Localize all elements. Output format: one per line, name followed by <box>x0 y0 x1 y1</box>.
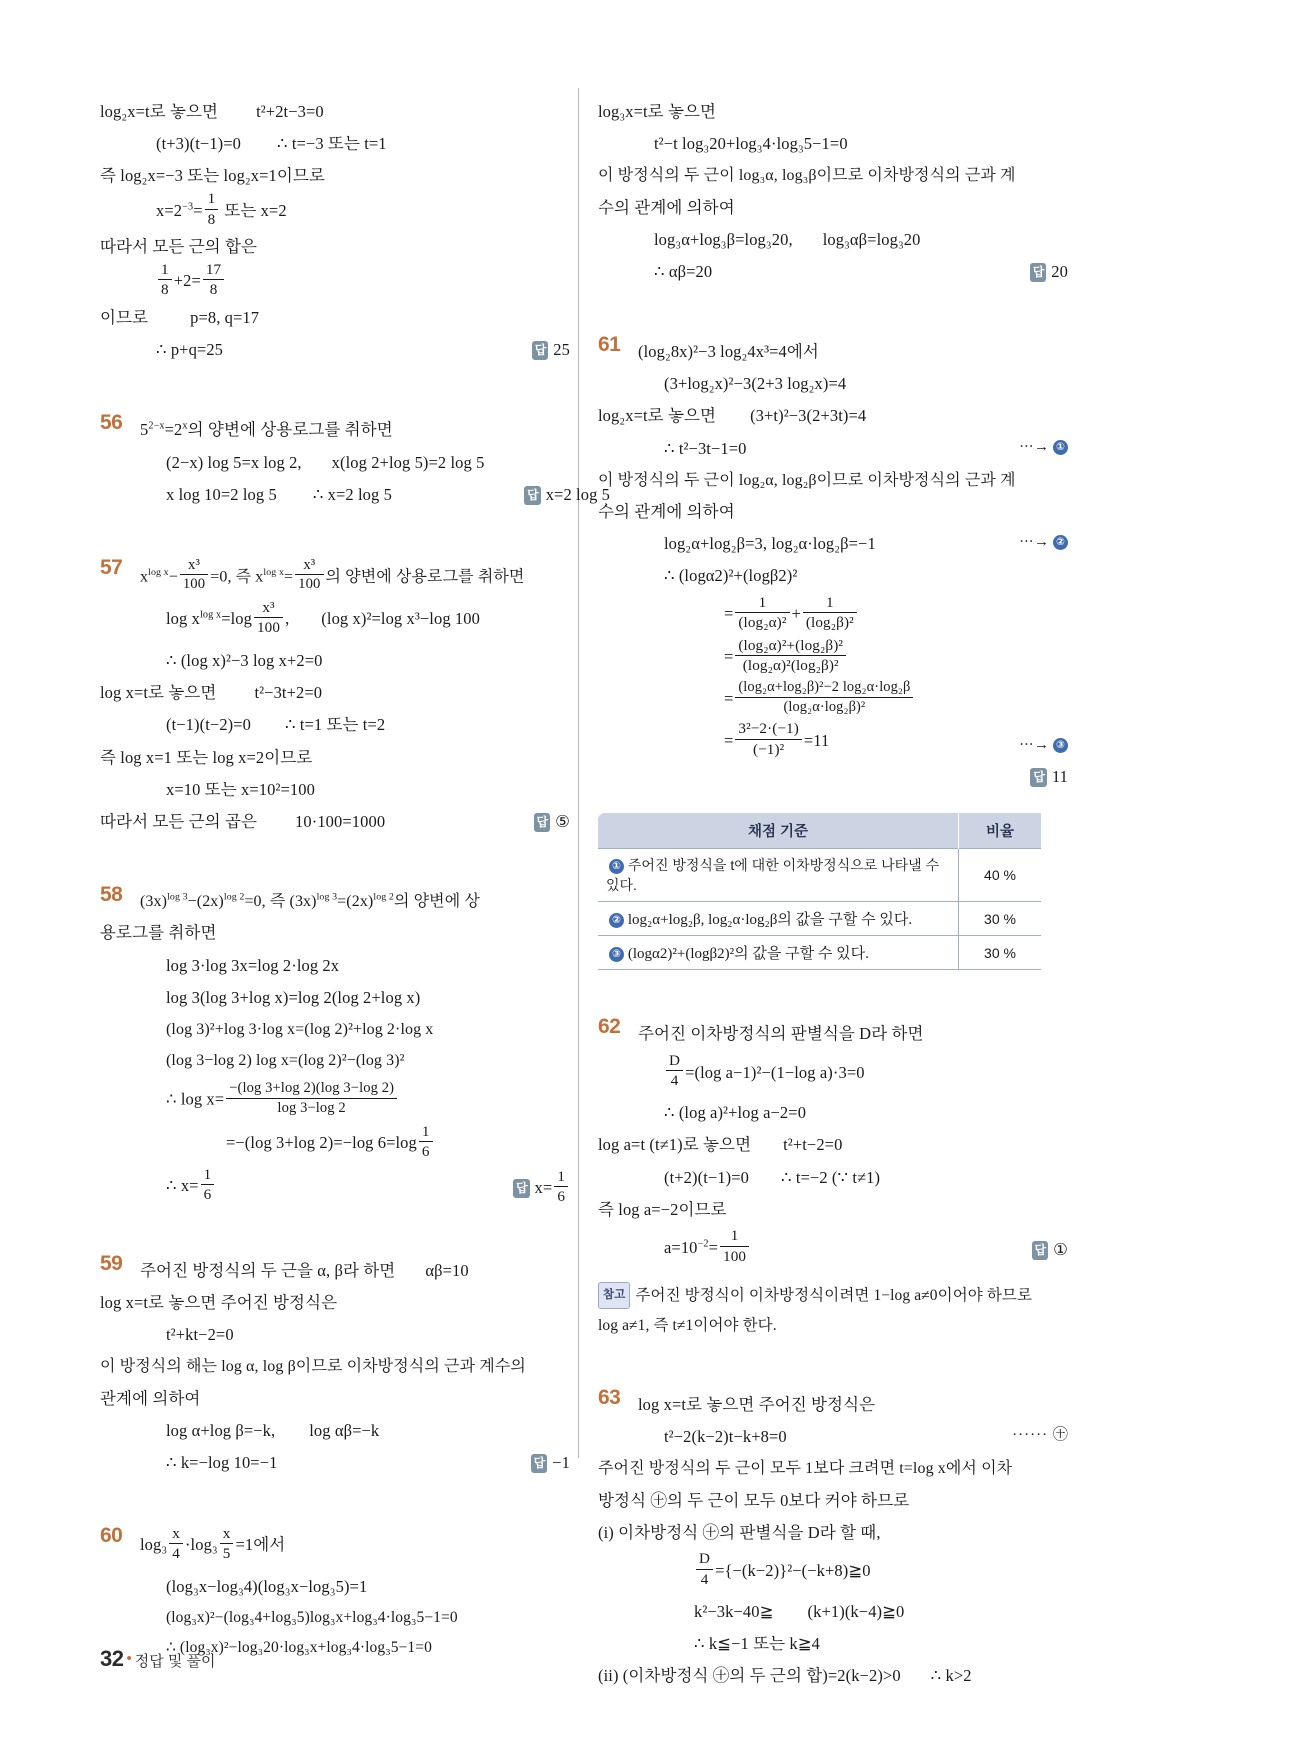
table-row <box>598 936 1041 970</box>
fraction: $\frac{\text{x³}}{100}$ <box>180 557 208 595</box>
p62-line5a: (t+2)(t−1)=0 <box>664 1167 750 1187</box>
fraction: $\frac{\text{x³}}{100}$ <box>254 599 283 638</box>
circled-number: ② <box>609 913 624 928</box>
step-marker-2: ∙∙∙→ ② <box>1020 528 1068 557</box>
p61-line3b: (3+t)²−3(2+3t)=4 <box>750 406 867 426</box>
circled-number: ③ <box>1053 738 1068 753</box>
p57-line7: x=10 또는 x=10²=100 <box>166 779 315 799</box>
header-criteria: 채점 기준 <box>598 813 959 849</box>
p63-line9b: ∴ k>2 <box>930 1665 972 1685</box>
p60c-line1: log₃x=t로 놓으면 <box>598 102 717 121</box>
p58-line1: $(3x)^{log 3}-(2x)^{log 2}=0$, 즉 $(3x)^{log 3}=(2x)^{log 2}$의 양변에 상 <box>140 891 480 911</box>
p55-line2b: ∴ t=−3 또는 t=1 <box>277 134 387 154</box>
p57-line5b: ∴ t=1 또는 t=2 <box>285 715 386 735</box>
fraction: $\frac{x}{4}$ <box>169 1525 183 1564</box>
p58-line6: (log 3−log 2) log x=(log 2)²−(log 3)² <box>166 1052 405 1070</box>
p55-line6: $\frac{1}{8}$ +2= $\frac{17}{8}$ <box>100 263 570 302</box>
circled-number: ① <box>1053 440 1068 455</box>
p58-line4: log 3(log 3+log x)=log 2(log 2+log x) <box>166 987 421 1007</box>
scoring-criteria-table <box>598 813 1041 970</box>
problem-63 <box>598 1385 1068 1692</box>
circled-letter: ㊉ <box>1052 1427 1068 1444</box>
fraction: $\frac{1}{6}$ <box>554 1168 568 1207</box>
p62-line4a: log a=t (t≠1)로 놓으면 <box>598 1135 752 1155</box>
fraction: $\frac{D}{4}$ <box>666 1052 683 1091</box>
p61-line11: = $\frac{\text{(log₂α+log₂β)²−2 log₂α·log₂β}}{\text{(log₂α·log₂β)²}}$ <box>638 682 1068 719</box>
step-marker-1: ∙∙∙→ ① <box>1020 433 1068 462</box>
p55-line7: 이므로 <box>100 308 149 328</box>
fraction: $\frac{\text{x³}}{100}$ <box>295 557 323 595</box>
p57-line6: 즉 log x=1 또는 log x=2이므로 <box>100 747 313 767</box>
p56-line2b: x(log 2+log 5)=2 log 5 <box>331 452 485 472</box>
p62-line2: $\frac{D}{4}$ =(log a−1)²−(1−log a)·3=0 <box>638 1055 1068 1094</box>
p55-line8: ∴ p+q=25 <box>156 340 224 360</box>
p61-line1: (log₂8x)²−3 log₂4x³=4에서 <box>638 342 819 362</box>
p58-line2: 용로그를 취하면 <box>100 923 217 943</box>
p57-line1: $x^{log x}-$ $\frac{\text{x³}}{100}$ =0, 즉 $x^{log x}=$ $\frac{\text{x³}}{100}$ 의 양변에 상용로그를 취하면 <box>140 556 525 593</box>
step-marker-circ-a: ······ ㊉ <box>1012 1427 1068 1444</box>
p57-line2: $\log x^{log x}=\log$ $\frac{\text{x³}}{100}$ , (log x)²=log x³−log 100 <box>166 599 480 637</box>
p60-line1: log₃ $\frac{x}{4}$ ·log₃ $\frac{x}{5}$ =1에서 <box>140 1524 286 1563</box>
problem-60 <box>100 1524 570 1663</box>
p61-line2: (3+log₂x)²−3(2+3 log₂x)=4 <box>664 374 847 394</box>
p55-line1: log₂x=t로 놓으면 <box>100 102 219 121</box>
p63-line5: (i) 이차방정식 ㊉의 판별식을 D라 할 때, <box>598 1522 881 1542</box>
problem-61 <box>598 333 1068 787</box>
p59-line6a: log α+log β=−k, <box>166 1420 276 1440</box>
p57-line4b: t²−3t+2=0 <box>254 683 323 703</box>
fraction: $\frac{x}{5}$ <box>220 1525 234 1564</box>
note-box-62 <box>598 1281 1068 1341</box>
p59-line7: ∴ k=−log 10=−1 <box>166 1452 278 1472</box>
fraction: $\frac{\text{(log₂α)²+(log₂β)²}}{\text{(log₂α)²(log₂β)²}}$ <box>735 637 846 676</box>
problem-56 <box>100 411 610 511</box>
criteria-cell: ③ (logα2)²+(logβ2)²의 값을 구할 수 있다. <box>598 936 959 970</box>
footer-dot-icon: • <box>126 1650 132 1667</box>
p59-line6b: log αβ=−k <box>309 1420 380 1440</box>
answer-56: 답 x=2 log 5 <box>524 479 610 511</box>
p55-exp: −3 <box>182 201 194 213</box>
answer-62: 답 ① <box>1032 1234 1069 1266</box>
fraction: $\frac{17}{8}$ <box>203 261 224 300</box>
p63-line4: 방정식 ㊉의 두 근이 모두 0보다 커야 하므로 <box>598 1490 910 1510</box>
table-row <box>598 849 1041 902</box>
step-marker-3: ∙∙∙→ ③ <box>1020 731 1068 760</box>
p63-line7b: (k+1)(k−4)≧0 <box>807 1601 905 1621</box>
p63-line8: ∴ k≦−1 또는 k≧4 <box>694 1633 821 1653</box>
p59-line2: log x=t로 놓으면 주어진 방정식은 <box>100 1293 338 1312</box>
p61-line4: ∴ t²−3t−1=0 <box>664 438 747 458</box>
problem-62 <box>598 1015 1068 1341</box>
p61-line5: 이 방정식의 두 근이 log₂α, log₂β이므로 이차방정식의 근과 계 <box>598 471 1016 489</box>
answer-badge-icon: 답 <box>1032 1241 1049 1260</box>
answer-58: 답 x= $\frac{1}{6}$ <box>513 1170 570 1209</box>
fraction: $\frac{1}{100}$ <box>720 1227 749 1266</box>
answer-badge-icon: 답 <box>534 813 551 832</box>
answer-badge-icon: 답 <box>532 341 549 360</box>
page-footer <box>100 1646 216 1672</box>
problem-57 <box>100 555 570 838</box>
p61-line7: log₂α+log₂β=3, log₂α·log₂β=−1 <box>664 534 876 554</box>
answer-badge-icon: 답 <box>1030 263 1047 282</box>
p58-line5: (log 3)²+log 3·log x=(log 2)²+log 2·log x <box>166 1020 434 1038</box>
p61-line8: ∴ (logα2)²+(logβ2)² <box>664 566 798 586</box>
p62-line1: 주어진 이차방정식의 판별식을 D라 하면 <box>638 1024 924 1044</box>
fraction: $\frac{1}{\text{(log₂α)²}}$ <box>735 594 789 633</box>
fraction: $\frac{1}{\text{(log₂β)²}}$ <box>803 594 857 633</box>
p59-line3: t²+kt−2=0 <box>166 1325 234 1345</box>
table-header-row <box>598 813 1041 849</box>
p62-line4b: t²+t−2=0 <box>783 1135 843 1155</box>
fraction: $\frac{\text{(log₂α+log₂β)²−2 log₂α·log₂β}}{\text{(log₂α·log₂β)²}}$ <box>735 679 913 716</box>
p60c-line3: 이 방정식의 두 근이 log₃α, log₃β이므로 이차방정식의 근과 계 <box>598 167 1016 185</box>
p63-line7a: k²−3k−40≧ <box>694 1601 774 1621</box>
p63-line2: t²−2(k−2)t−k+8=0 <box>664 1427 787 1447</box>
p63-line1: log x=t로 놓으면 주어진 방정식은 <box>638 1394 876 1414</box>
problem-number-56: 56 <box>100 411 123 435</box>
p61-line9: = $\frac{1}{\text{(log₂α)²}}$ + $\frac{1}{\text{(log₂β)²}}$ <box>638 596 1068 635</box>
p56-line3a: x log 10=2 log 5 <box>166 484 277 504</box>
p58-line3: log 3·log 3x=log 2·log 2x <box>166 955 340 975</box>
problem-58 <box>100 883 570 1207</box>
header-ratio: 비율 <box>959 813 1042 849</box>
p58-line7: ∴ log x= $\frac{-(\log 3+\log 2)(\log 3-\log 2)}{\log 3-\log 2}$ <box>140 1082 570 1119</box>
p58-line9: ∴ x= $\frac{1}{6}$ 답 x= $\frac{1}{6}$ <box>140 1168 570 1207</box>
p57-line8b: 10·100=1000 <box>295 812 386 831</box>
p56-line3b: ∴ x=2 log 5 <box>312 484 392 504</box>
p55-line4: $x=2^{-3}=$ $\frac{1}{8}$ 또는 x=2 <box>156 190 287 228</box>
fraction: $\frac{1}{8}$ <box>158 261 172 300</box>
p57-line4a: log x=t로 놓으면 <box>100 683 217 703</box>
answer-55: 답 25 <box>532 334 570 366</box>
answer-badge-icon: 답 <box>524 486 541 505</box>
p59-line4: 이 방정식의 해는 log α, log β이므로 이차방정식의 근과 계수의 <box>100 1358 526 1376</box>
p56-line2a: (2−x) log 5=x log 2, <box>166 452 302 472</box>
p62-line7: $a=10^{-2}=$ $\frac{1}{100}$ 답 ① <box>664 1227 1068 1265</box>
p57-line3: ∴ (log x)²−3 log x+2=0 <box>166 651 323 671</box>
p60c-line2: t²−t log₃20+log₃4·log₃5−1=0 <box>654 134 848 154</box>
fraction: $\frac{1}{6}$ <box>201 1166 215 1205</box>
right-column <box>598 96 1068 1692</box>
answer-59: 답 −1 <box>531 1447 570 1479</box>
p55-line1b: t²+2t−3=0 <box>256 102 324 121</box>
p55-line2: (t+3)(t−1)=0 <box>156 134 242 154</box>
ratio-cell: 30 % <box>959 902 1042 936</box>
problem-number-57: 57 <box>100 555 123 579</box>
circled-number: ② <box>1053 535 1068 550</box>
ratio-cell: 30 % <box>959 936 1042 970</box>
problem-number-60: 60 <box>100 1524 123 1548</box>
problem-number-61: 61 <box>598 333 621 357</box>
problem-number-62: 62 <box>598 1015 621 1039</box>
p55-line5: 따라서 모든 근의 합은 <box>100 237 258 257</box>
circled-number: ③ <box>609 947 624 962</box>
p60c-line5b: log₃αβ=log₃20 <box>822 229 921 249</box>
p57-line5a: (t−1)(t−2)=0 <box>166 715 252 735</box>
criteria-cell: ② log₂α+log₂β, log₂α·log₂β의 값을 구할 수 있다. <box>598 902 959 936</box>
p61-line3a: log₂x=t로 놓으면 <box>598 406 717 426</box>
p62-line5b: ∴ t=−2 (∵ t≠1) <box>781 1167 881 1187</box>
fraction: $\frac{-(\log 3+\log 2)(\log 3-\log 2)}{\log 3-\log 2}$ <box>226 1080 397 1117</box>
p57-line8a: 따라서 모든 근의 곱은 <box>100 812 258 831</box>
column-divider <box>578 88 579 1458</box>
problem-number-63: 63 <box>598 1385 621 1409</box>
problem-number-58: 58 <box>100 883 123 907</box>
p63-line6: $\frac{D}{4}$ ={−(k−2)}²−(−k+8)≧0 <box>638 1553 1068 1592</box>
answer-57: 답 ⑤ <box>534 806 571 838</box>
problem-60-continuation <box>598 96 1068 288</box>
fraction: $\frac{D}{4}$ <box>696 1550 713 1589</box>
fraction: $\frac{1}{8}$ <box>205 190 219 229</box>
answer-badge-icon: 답 <box>531 1454 548 1473</box>
p60c-line5a: log₃α+log₃β=log₃20, <box>654 229 793 249</box>
p59-line1b: αβ=10 <box>425 1260 469 1280</box>
p56-line1: $5^{2-x}=2^x$의 양변에 상용로그를 취하면 <box>140 420 393 440</box>
p61-line12: = $\frac{\text{3²−2·(−1)}}{\text{(−1)²}}$ =11 ∙∙∙→ ③ <box>638 723 1068 762</box>
criteria-cell: ① 주어진 방정식을 t에 대한 이차방정식으로 나타낼 수 있다. <box>598 849 959 902</box>
problem-55-continuation <box>100 96 570 366</box>
answer-61: 답 11 <box>1030 761 1068 793</box>
ratio-cell: 40 % <box>959 849 1042 902</box>
footer-label: 정답 및 풀이 <box>134 1653 216 1670</box>
p55-line7b: p=8, q=17 <box>190 308 260 328</box>
p60-line2: (log₃x−log₃4)(log₃x−log₃5)=1 <box>166 1576 368 1596</box>
p62-line3: ∴ (log a)²+log a−2=0 <box>664 1103 807 1123</box>
note-tag: 참고 <box>598 1282 630 1309</box>
fraction: $\frac{\text{3²−2·(−1)}}{\text{(−1)²}}$ <box>735 720 801 759</box>
p60c-line6: ∴ αβ=20 <box>654 261 713 281</box>
p63-line9a: (ii) (이차방정식 ㊉의 두 근의 합)=2(k−2)>0 <box>598 1665 901 1685</box>
answer-badge-icon: 답 <box>513 1179 530 1198</box>
note-line1: 주어진 방정식이 이차방정식이려면 1−log a≠0이어야 하므로 <box>635 1286 1033 1304</box>
p59-line5: 관계에 의하여 <box>100 1388 201 1408</box>
p55-line3: 즉 log₂x=−3 또는 log₂x=1이므로 <box>100 166 325 186</box>
p60-line3: (log₃x)²−(log₃4+log₃5)log₃x+log₃4·log₃5−1=0 <box>166 1608 458 1626</box>
circled-number: ① <box>609 859 624 874</box>
fraction: $\frac{1}{6}$ <box>419 1123 433 1162</box>
table-row <box>598 902 1041 936</box>
problem-number-59: 59 <box>100 1251 123 1275</box>
answer-60: 답 20 <box>1030 256 1068 288</box>
p62-line6: 즉 log a=−2이므로 <box>598 1199 727 1219</box>
problem-59 <box>100 1251 570 1479</box>
page-number: 32 <box>100 1646 124 1671</box>
p61-line6: 수의 관계에 의하여 <box>598 501 735 521</box>
note-line2: log a≠1, 즉 t≠1이어야 한다. <box>598 1316 777 1334</box>
p61-line10: = $\frac{\text{(log₂α)²+(log₂β)²}}{\text{(log₂α)²(log₂β)²}}$ <box>638 639 1068 678</box>
p63-line3: 주어진 방정식의 두 근이 모두 1보다 크려면 t=log x에서 이차 <box>598 1460 1013 1478</box>
answer-badge-icon: 답 <box>1030 768 1047 787</box>
p59-line1a: 주어진 방정식의 두 근을 α, β라 하면 <box>140 1260 396 1280</box>
p60c-line4: 수의 관계에 의하여 <box>598 197 735 217</box>
p58-line8: =−(log 3+log 2)=−log 6=log $\frac{1}{6}$ <box>140 1125 570 1164</box>
p60-line4: ∴ (log₃x)²−log₃20·log₃x+log₃4·log₃5−1=0 <box>166 1639 432 1657</box>
